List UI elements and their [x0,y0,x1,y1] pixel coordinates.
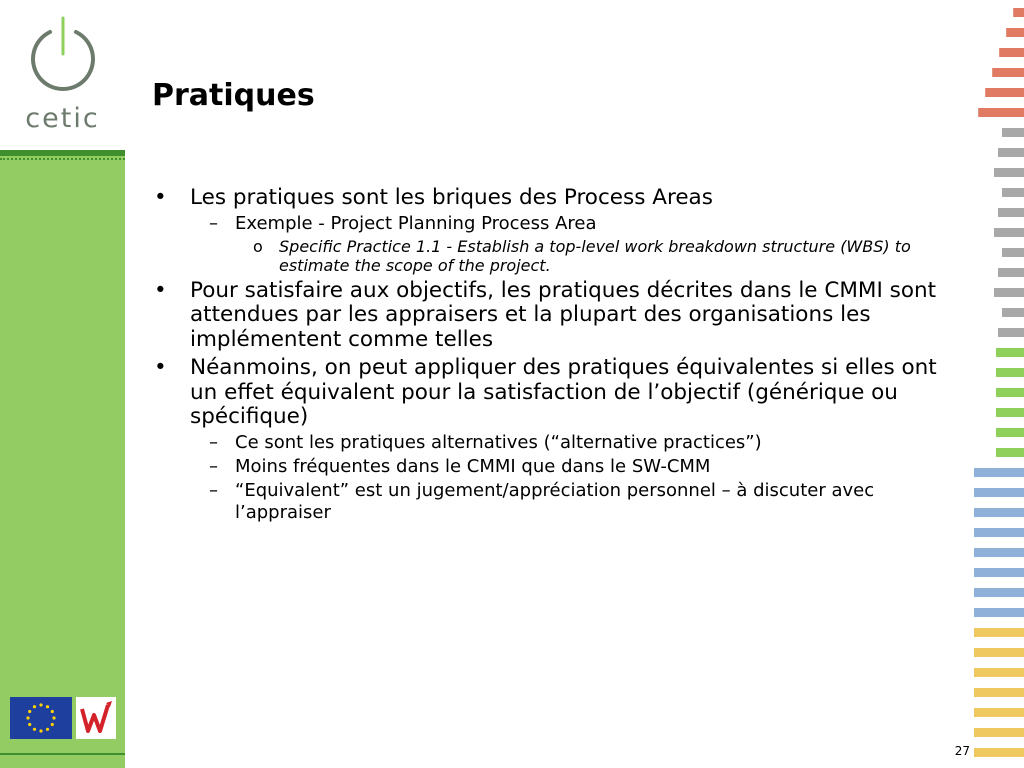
bullet-dot: • [154,277,167,303]
decorative-stripe [998,148,1024,157]
logo-area [0,0,125,150]
bullet-dash: – [209,431,218,453]
list-item [152,432,952,454]
list-item-text: Moins fréquentes dans le CMMI que dans le SW-CMM [235,455,711,477]
list-item-text: Exemple - Project Planning Process Area [235,212,597,234]
cetic-logo-text: cetic [25,103,100,134]
decorative-stripe [974,548,1024,557]
eu-star-icon [28,710,31,713]
walloon-rooster-icon [76,697,116,739]
decorative-stripe [974,468,1024,477]
bullet-circle: o [253,236,263,256]
decorative-stripe [998,208,1024,217]
list-item [152,456,952,478]
decorative-stripe [974,508,1024,517]
eu-star-icon [39,703,42,706]
list-item [152,356,952,430]
eu-star-icon [26,716,29,719]
decorative-stripe [974,488,1024,497]
eu-star-icon [28,723,31,726]
list-item [152,186,952,211]
decorative-stripe [978,108,1024,117]
decorative-stripe [1002,188,1024,197]
decorative-stripe [974,748,1024,757]
power-symbol-icon [22,14,104,96]
decorative-stripe [1013,8,1024,17]
decorative-stripe [999,48,1024,57]
decorative-stripe [1002,248,1024,257]
eu-star-icon [33,705,36,708]
eu-star-icon [46,705,49,708]
decorative-stripe [996,348,1024,357]
list-item [152,480,952,524]
page-number: 27 [954,744,970,758]
sidebar-dotted-line [0,158,125,160]
decorative-stripe [992,68,1024,77]
decorative-stripe [974,568,1024,577]
decorative-stripe [1002,308,1024,317]
list-item-text: Néanmoins, on peut appliquer des pratiques équivalentes si elles ont un effet équivalent pour la satisfaction de l’objectif (générique ou spécifique) [190,355,937,429]
decorative-stripe [998,268,1024,277]
slide-content [152,182,952,524]
list-item-text: Pour satisfaire aux objectifs, les pratiques décrites dans le CMMI sont attendues par les appraisers et la plupart des organisations les implémentent comme telles [190,277,937,352]
decorative-stripe [996,408,1024,417]
eu-star-icon [51,710,54,713]
decorative-stripe [974,648,1024,657]
decorative-stripe [974,628,1024,637]
decorative-stripe [974,588,1024,597]
decorative-stripe [994,228,1024,237]
decorative-stripe [974,728,1024,737]
decorative-stripe [996,448,1024,457]
decorative-stripe [996,368,1024,377]
bullet-dot: • [154,355,167,380]
eu-star-icon [46,728,49,731]
decorative-stripe [974,528,1024,537]
partner-logos [10,697,120,741]
eu-star-icon [39,729,42,732]
sidebar-divider [0,150,125,156]
decorative-stripe [1006,28,1024,37]
decorative-stripe [994,168,1024,177]
decorative-stripes [966,0,1024,768]
eu-star-icon [52,716,55,719]
list-item-text: Specific Practice 1.1 - Establish a top-level work breakdown structure (WBS) to estimate the scope of the project. [279,236,911,275]
left-sidebar [0,0,125,768]
decorative-stripe [974,668,1024,677]
list-item-text: Ce sont les pratiques alternatives (“alternative practices”) [235,431,762,453]
sidebar-bottom-line [0,753,125,755]
eu-star-icon [51,723,54,726]
decorative-stripe [1002,128,1024,137]
decorative-stripe [996,388,1024,397]
decorative-stripe [985,88,1024,97]
eu-flag-icon [10,697,72,739]
bullet-dash: – [209,479,218,501]
list-item [152,237,952,275]
list-item [152,213,952,235]
decorative-stripe [998,328,1024,337]
decorative-stripe [994,288,1024,297]
bullet-dash: – [209,455,218,477]
decorative-stripe [996,428,1024,437]
decorative-stripe [974,708,1024,717]
list-item [152,279,952,353]
slide-title: Pratiques [152,78,315,113]
decorative-stripe [974,608,1024,617]
bullet-dot: • [154,185,167,210]
eu-star-icon [33,728,36,731]
bullet-dash: – [209,212,218,234]
decorative-stripe [974,688,1024,697]
list-item-text: Les pratiques sont les briques des Process Areas [190,185,713,210]
list-item-text: “Equivalent” est un jugement/appréciation personnel – à discuter avec l’appraiser [235,479,875,523]
